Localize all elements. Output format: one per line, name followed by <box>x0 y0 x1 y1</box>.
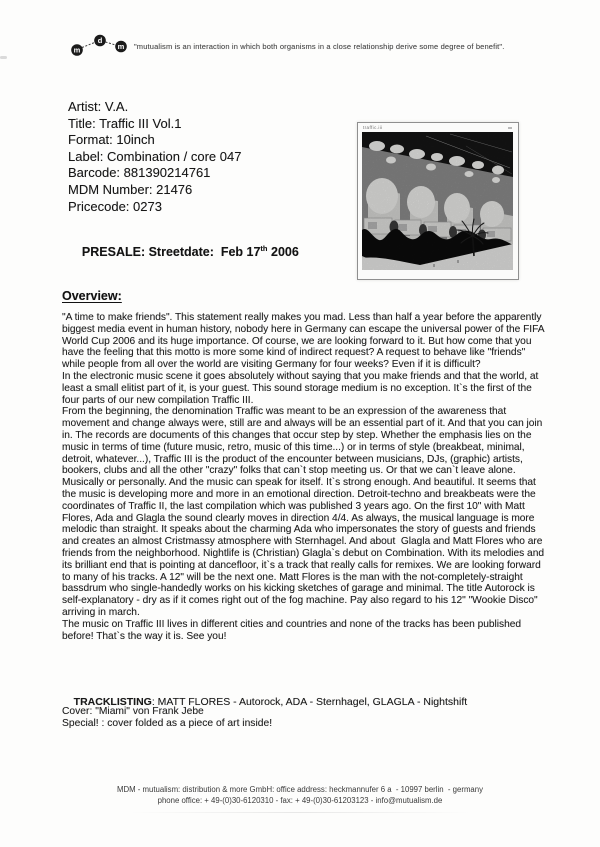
logo-connector <box>82 43 95 48</box>
footer-contact-line: phone office: + 49-(0)30-6120310 - fax: + 49-(0)30-61203123 - info@mutualism.de <box>157 795 443 805</box>
overview-paragraph: In the electronic music scene it goes absolutely without saying that you make friends and that the world, at least a small elitist part of it, is your guest. This sound storage medium is no exception. It`s the first of the four parts of our new compilation Traffic III. <box>62 370 542 406</box>
logo-letter: m <box>73 45 81 55</box>
logo-letter: m <box>117 42 125 52</box>
album-cover <box>357 122 519 280</box>
release-format-line: Format: 10inch <box>68 132 155 148</box>
mdm-logo <box>69 33 131 59</box>
overview-paragraph: "A time to make friends". This statement really makes you mad. Less than half a year before the apparently biggest media event in human history, nobody here in Germany can escape the universal power of the FIFA World Cup 2006 and its huge importance. Of course, we are looking forward to it. But how come that you have the feeling that this motto is more some kind of indirect request? A request to behave like "friends" while people from all over the world are visiting Germany for four weeks? Even if it is difficult? <box>62 312 547 371</box>
album-cover-art <box>362 132 513 270</box>
presale-text: PRESALE: Streetdate: Feb 17 <box>81 245 261 259</box>
overview-body <box>62 312 548 642</box>
company-footer <box>0 785 600 806</box>
release-artist-line: Artist: V.A. <box>68 99 129 114</box>
footer-address-line: MDM - mutualism: distribution & more GmbH: office address: heckmannufer 6 a - 10997 berlin - germany <box>116 785 484 794</box>
presale-streetdate-line <box>68 231 299 273</box>
cover-caption-text: traffic.iii <box>363 125 383 130</box>
mutualism-tagline: "mutualism is an interaction in which both organisms in a close relationship derive some degree of benefit". <box>134 42 505 51</box>
overview-heading: Overview: <box>62 289 122 303</box>
special-note-line: Special! : cover folded as a piece of art inside! <box>62 718 273 730</box>
logo-connector <box>106 42 116 45</box>
overview-paragraph: The music on Traffic III lives in different cities and countries and none of the tracks has been published before! That`s the way it is. See you! <box>62 618 524 642</box>
tracklisting-label: TRACKLISTING <box>73 696 152 708</box>
release-info-block <box>68 99 241 215</box>
release-mdm-number-line: MDM Number: 21476 <box>68 181 193 197</box>
tracklisting-tracks: : MATT FLORES - Autorock, ADA - Sternhagel, GLAGLA - Nightshift <box>151 696 468 708</box>
presale-ordinal-suffix: th <box>260 243 268 253</box>
release-label-line: Label: Combination / core 047 <box>68 148 242 164</box>
release-title-line: Title: Traffic III Vol.1 <box>68 115 182 131</box>
cover-corner-mark <box>508 127 512 129</box>
logo-letter: d <box>97 36 103 46</box>
release-barcode-line: Barcode: 881390214761 <box>68 165 211 181</box>
scan-artifact-mark <box>0 56 7 59</box>
cover-credit-line: Cover: "Miami" von Frank Jebe <box>62 706 204 717</box>
scan-artifact-line <box>130 812 470 813</box>
overview-paragraph: From the beginning, the denomination Traffic was meant to be an expression of the awareness that movement and change always were, still are and always will be an essential part of it. And that you can join in. The records are documents of this changes that occur step by step. Whether the emphasis lies on the music in terms of time (future music, retro, music of this time...) or in terms of style (breakbeat, minimal, detroit, whatever...), Traffic III is the product of the encounter between musicians, DJs, (graphic) artists, bookers, clubs and all the other "crazy" folks that can`t stop meeting us. Or that we can`t leave alone. Musically or personally. And the music can speak for itself. It`s strong enough. And beautiful. It seems that the music is developing more and more in an emotional direction. Detroit-techno and breakbeats were the coordinates of Traffic II, the last compilation which was published 3 years ago. On the first 10" with Matt Flores, Ada and Glagla the sound clearly moves in direction 4/4. As always, the musical language is more melodic than straight. It speaks about the charming Ada who impersonates the story of guests and friends and creates an almost Cristmassy atmosphere with Sternhagel. And about Glagla and Matt Flores who are friends from the neighborhood. Nightlife is (Christian) Glagla`s debut on Combination. With its melodies and its brilliant end that is pointing at dancefloor, it`s a track that really calls for remixes. We are looking forward to many of his tracks. A 12" will be the next one. Matt Flores is the man with the not-completely-straight bassdrum who single-handedly works on his kicking sketches of garage and minimal. The title Autorock is self-explanatory - dry as if it comes right out of the fog machine. Pay also regard to his 12" "Wookie Disco" arriving in march. <box>62 406 547 618</box>
release-pricecode-line: Pricecode: 0273 <box>68 198 162 214</box>
credits-block <box>62 706 272 730</box>
presale-year: 2006 <box>267 245 299 259</box>
